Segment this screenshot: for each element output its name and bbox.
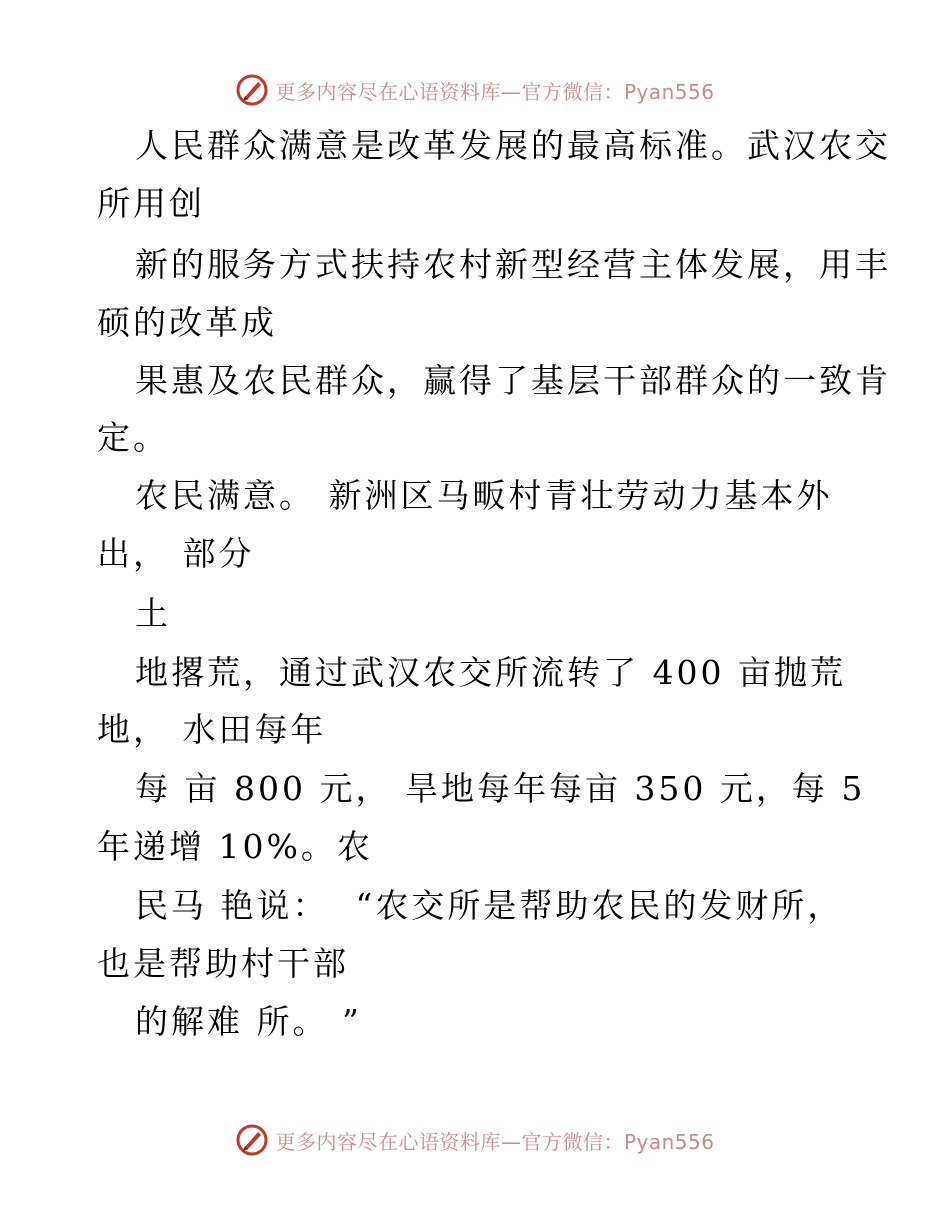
text-line: 的解难 所。 ” [135,1002,362,1041]
header-text: 更多内容尽在心语资料库—官方微信：Pyan556 [275,79,715,104]
text-line: 新的服务方式扶持农村新型经营主体发展，用丰 [135,245,891,284]
text-line: 土 [135,594,171,633]
text-line: 硕的改革成 [97,303,277,342]
footer-text: 更多内容尽在心语资料库—官方微信：Pyan556 [275,1129,715,1154]
text-line: 出， 部分 [97,534,255,573]
text-line: 人民群众满意是改革发展的最高标准。武汉农交 [135,126,891,165]
text-line: 所用创 [97,184,205,223]
header-banner [0,70,950,110]
text-line: 果惠及农民群众，赢得了基层干部群众的一致肯 [135,361,891,400]
text-line: 定。 [97,418,169,457]
text-line: 农民满意。 新洲区马畈村青壮劳动力基本外 [135,476,833,515]
text-line: 地， 水田每年 [97,710,327,749]
pen-nib-logo-icon [235,1123,269,1157]
text-line: 年递增 10%。农 [97,827,373,866]
text-line: 每 亩 800 元， 旱地每年每亩 350 元，每 5 [135,769,866,808]
text-line: 也是帮助村干部 [97,944,349,983]
footer-banner [0,1120,950,1160]
text-line: 地撂荒，通过武汉农交所流转了 400 亩抛荒 [135,653,846,692]
pen-nib-logo-icon [235,73,269,107]
text-line: 民马 艳说： “农交所是帮助农民的发财所， [135,886,844,925]
